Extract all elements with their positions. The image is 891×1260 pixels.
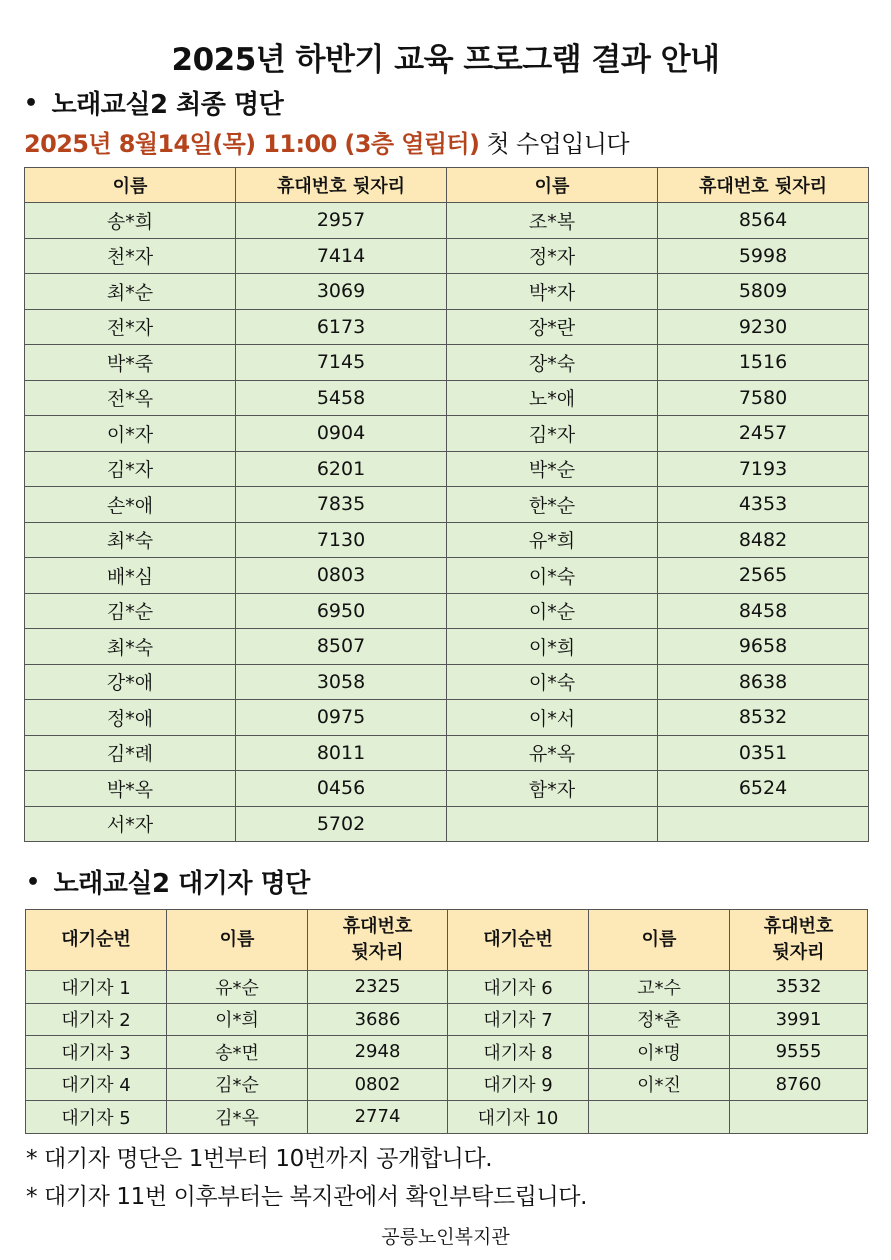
table-cell xyxy=(658,806,869,842)
table-row xyxy=(25,416,869,452)
table-cell: 전*옥 xyxy=(25,380,236,416)
column-header: 이름 xyxy=(167,910,308,971)
table-cell: 2325 xyxy=(308,971,448,1004)
table-cell: 2457 xyxy=(658,416,869,452)
table-cell: 장*란 xyxy=(447,309,658,345)
table-cell: 8011 xyxy=(236,735,447,771)
waitlist-note-2: * 대기자 11번 이후부터는 복지관에서 확인부탁드립니다. xyxy=(26,1184,588,1210)
table-cell: 3058 xyxy=(236,664,447,700)
table-cell: 6950 xyxy=(236,593,447,629)
table-cell: 6201 xyxy=(236,451,447,487)
class-schedule-note: 첫 수업입니다 xyxy=(479,130,629,158)
table-cell: 배*심 xyxy=(25,558,236,594)
column-header: 휴대번호 뒷자리 xyxy=(308,910,448,971)
table-cell: 손*애 xyxy=(25,487,236,523)
table-cell: 송*면 xyxy=(167,1036,308,1069)
table-cell: 최*숙 xyxy=(25,522,236,558)
table-row xyxy=(25,203,869,239)
table-cell: 대기자 2 xyxy=(26,1003,167,1036)
table-cell: 1516 xyxy=(658,345,869,381)
table-cell: 0456 xyxy=(236,771,447,807)
table-cell: 이*숙 xyxy=(447,558,658,594)
table-cell: 서*자 xyxy=(25,806,236,842)
table-cell: 박*순 xyxy=(447,451,658,487)
table-cell: 이*희 xyxy=(167,1003,308,1036)
column-header: 휴대번호 뒷자리 xyxy=(658,168,869,203)
column-header: 대기순번 xyxy=(26,910,167,971)
bullet-icon: • xyxy=(26,870,40,895)
table-cell: 6173 xyxy=(236,309,447,345)
table-cell: 노*애 xyxy=(447,380,658,416)
table-cell: 김*례 xyxy=(25,735,236,771)
table-cell: 3532 xyxy=(730,971,868,1004)
class-schedule-datetime: 2025년 8월14일(목) 11:00 (3층 열림터) xyxy=(24,130,480,158)
table-cell: 9555 xyxy=(730,1036,868,1069)
table-cell: 2565 xyxy=(658,558,869,594)
table-cell: 대기자 10 xyxy=(448,1101,589,1134)
final-list-heading-text: 노래교실2 최종 명단 xyxy=(51,90,284,120)
table-cell: 대기자 3 xyxy=(26,1036,167,1069)
table-cell: 5809 xyxy=(658,274,869,310)
table-row xyxy=(25,735,869,771)
table-cell: 최*숙 xyxy=(25,629,236,665)
table-cell: 2948 xyxy=(308,1036,448,1069)
table-cell xyxy=(589,1101,730,1134)
table-row xyxy=(25,487,869,523)
table-row xyxy=(26,1036,868,1069)
table-cell: 대기자 8 xyxy=(448,1036,589,1069)
table-row xyxy=(25,806,869,842)
table-cell: 3069 xyxy=(236,274,447,310)
table-cell xyxy=(447,806,658,842)
table-cell: 이*숙 xyxy=(447,664,658,700)
table-cell xyxy=(730,1101,868,1134)
table-cell: 6524 xyxy=(658,771,869,807)
table-cell: 4353 xyxy=(658,487,869,523)
table-cell: 8507 xyxy=(236,629,447,665)
table-header-row xyxy=(26,910,868,971)
table-cell: 7130 xyxy=(236,522,447,558)
column-header: 이름 xyxy=(589,910,730,971)
table-cell: 함*자 xyxy=(447,771,658,807)
table-row xyxy=(25,593,869,629)
footer-organization: 공릉노인복지관 xyxy=(381,1226,510,1248)
table-cell: 정*춘 xyxy=(589,1003,730,1036)
table-row xyxy=(25,451,869,487)
waitlist-note-1: * 대기자 명단은 1번부터 10번까지 공개합니다. xyxy=(26,1146,493,1172)
table-cell: 박*자 xyxy=(447,274,658,310)
table-cell: 대기자 5 xyxy=(26,1101,167,1134)
table-cell: 조*복 xyxy=(447,203,658,239)
final-list-table xyxy=(24,167,869,842)
table-cell: 3686 xyxy=(308,1003,448,1036)
table-cell: 3991 xyxy=(730,1003,868,1036)
waitlist-table xyxy=(25,909,868,1134)
bullet-icon: • xyxy=(24,91,38,116)
table-cell: 7145 xyxy=(236,345,447,381)
table-cell: 5702 xyxy=(236,806,447,842)
table-row xyxy=(25,700,869,736)
table-cell: 8760 xyxy=(730,1068,868,1101)
table-cell: 7580 xyxy=(658,380,869,416)
table-cell: 고*수 xyxy=(589,971,730,1004)
table-row xyxy=(25,238,869,274)
table-cell: 9658 xyxy=(658,629,869,665)
table-row xyxy=(25,309,869,345)
table-cell: 대기자 4 xyxy=(26,1068,167,1101)
table-row xyxy=(25,274,869,310)
table-cell: 유*옥 xyxy=(447,735,658,771)
table-cell: 0904 xyxy=(236,416,447,452)
table-row xyxy=(25,380,869,416)
table-cell: 7835 xyxy=(236,487,447,523)
table-row xyxy=(26,1003,868,1036)
table-cell: 김*순 xyxy=(25,593,236,629)
table-row xyxy=(25,522,869,558)
table-cell: 박*죽 xyxy=(25,345,236,381)
table-cell: 최*순 xyxy=(25,274,236,310)
table-cell: 천*자 xyxy=(25,238,236,274)
table-cell: 김*자 xyxy=(25,451,236,487)
table-cell: 7414 xyxy=(236,238,447,274)
table-cell: 강*애 xyxy=(25,664,236,700)
page-title: 2025년 하반기 교육 프로그램 결과 안내 xyxy=(171,42,720,78)
table-cell: 8458 xyxy=(658,593,869,629)
table-cell: 0351 xyxy=(658,735,869,771)
table-cell: 0802 xyxy=(308,1068,448,1101)
table-cell: 0803 xyxy=(236,558,447,594)
table-cell: 이*서 xyxy=(447,700,658,736)
table-cell: 이*희 xyxy=(447,629,658,665)
table-cell: 8564 xyxy=(658,203,869,239)
table-cell: 이*자 xyxy=(25,416,236,452)
table-cell: 8638 xyxy=(658,664,869,700)
table-cell: 정*자 xyxy=(447,238,658,274)
table-cell: 8482 xyxy=(658,522,869,558)
table-cell: 5998 xyxy=(658,238,869,274)
table-cell: 한*순 xyxy=(447,487,658,523)
waitlist-heading xyxy=(26,863,310,900)
table-cell: 0975 xyxy=(236,700,447,736)
table-cell: 9230 xyxy=(658,309,869,345)
table-cell: 대기자 1 xyxy=(26,971,167,1004)
table-cell: 이*순 xyxy=(447,593,658,629)
table-cell: 이*명 xyxy=(589,1036,730,1069)
table-cell: 7193 xyxy=(658,451,869,487)
table-cell: 2957 xyxy=(236,203,447,239)
final-list-heading xyxy=(24,84,283,121)
table-cell: 유*순 xyxy=(167,971,308,1004)
table-cell: 5458 xyxy=(236,380,447,416)
column-header: 휴대번호 뒷자리 xyxy=(730,910,868,971)
column-header: 대기순번 xyxy=(448,910,589,971)
table-cell: 전*자 xyxy=(25,309,236,345)
table-header-row xyxy=(25,168,869,203)
table-cell: 김*순 xyxy=(167,1068,308,1101)
table-cell: 장*숙 xyxy=(447,345,658,381)
table-row xyxy=(25,345,869,381)
table-row xyxy=(26,971,868,1004)
table-cell: 대기자 9 xyxy=(448,1068,589,1101)
table-cell: 김*옥 xyxy=(167,1101,308,1134)
class-schedule-notice xyxy=(24,124,629,159)
table-cell: 김*자 xyxy=(447,416,658,452)
table-row xyxy=(26,1101,868,1134)
table-cell: 박*옥 xyxy=(25,771,236,807)
table-cell: 8532 xyxy=(658,700,869,736)
column-header: 이름 xyxy=(25,168,236,203)
table-cell: 2774 xyxy=(308,1101,448,1134)
table-row xyxy=(25,771,869,807)
table-row xyxy=(26,1068,868,1101)
column-header: 휴대번호 뒷자리 xyxy=(236,168,447,203)
table-cell: 이*진 xyxy=(589,1068,730,1101)
waitlist-heading-text: 노래교실2 대기자 명단 xyxy=(53,869,310,899)
table-row xyxy=(25,558,869,594)
table-row xyxy=(25,629,869,665)
table-cell: 송*희 xyxy=(25,203,236,239)
table-cell: 유*희 xyxy=(447,522,658,558)
table-row xyxy=(25,664,869,700)
column-header: 이름 xyxy=(447,168,658,203)
table-cell: 대기자 7 xyxy=(448,1003,589,1036)
table-cell: 대기자 6 xyxy=(448,971,589,1004)
table-cell: 정*애 xyxy=(25,700,236,736)
